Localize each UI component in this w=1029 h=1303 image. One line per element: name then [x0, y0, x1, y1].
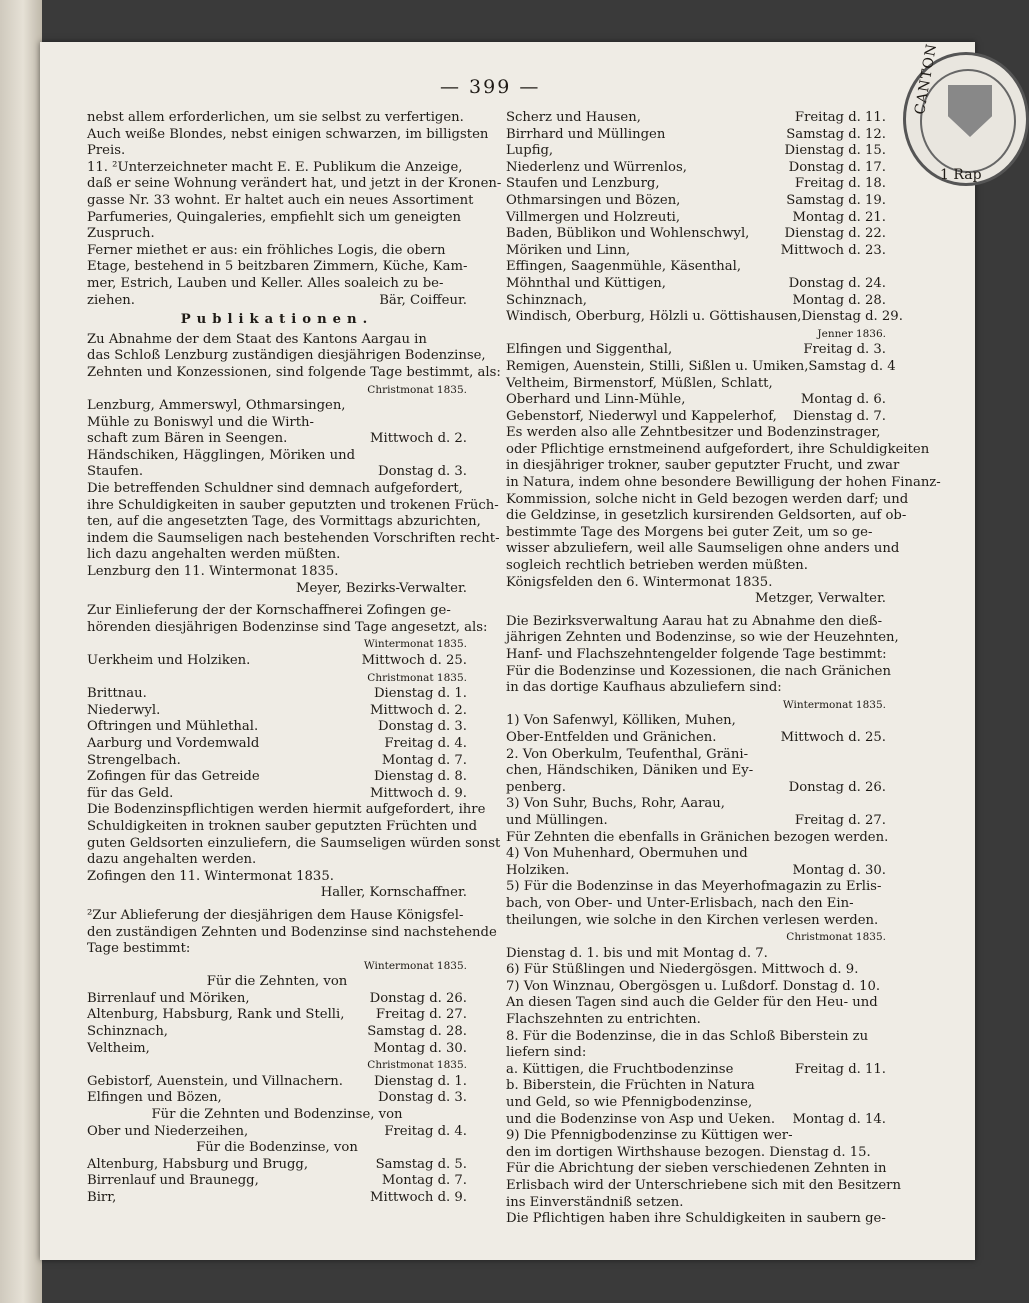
- schedule-date: Mittwoch d. 9.: [369, 785, 467, 801]
- r-text1-line: wisser abzuliefern, weil alle Saumseligen ohne anders und: [506, 541, 900, 557]
- schedule-date: Donstag d. 24.: [788, 275, 886, 291]
- schedule-place: Altenburg, Habsburg und Brugg,: [87, 1156, 309, 1172]
- schedule-row: [506, 193, 886, 210]
- r-text4: [506, 879, 886, 929]
- pub2-intro-line: Zur Einlieferung der der Kornschaffnerei Zofingen ge-: [87, 603, 451, 619]
- schedule-row: [506, 863, 886, 880]
- schedule-place: a. Küttigen, die Fruchtbodenzinse: [506, 1061, 734, 1077]
- pub2-text-line: Schuldigkeiten in troknen sauber geputzten Früchten und: [87, 818, 478, 834]
- schedule-place: Birrhard und Müllingen: [506, 126, 666, 142]
- schedule-place: Gebenstorf, Niederwyl und Kappelerhof,: [506, 408, 777, 424]
- pub1-rows: [87, 398, 467, 481]
- schedule-place: Veltheim,: [87, 1040, 150, 1056]
- schedule-date: Montag d. 30.: [373, 1040, 467, 1056]
- r-text5-line: 8. Für die Bodenzinse, die in das Schloß Biberstein zu: [506, 1028, 869, 1044]
- left-column: [87, 110, 502, 1207]
- schedule-place: Villmergen und Holzreuti,: [506, 209, 681, 225]
- schedule-date: Donstag d. 3.: [378, 1090, 467, 1106]
- schedule-row: [506, 763, 886, 780]
- pub1-intro-line: das Schloß Lenzburg zuständigen diesjährigen Bodenzinse,: [87, 348, 486, 364]
- schedule-row: [506, 392, 886, 409]
- schedule-date: Montag d. 7.: [381, 1173, 467, 1189]
- schedule-row: [506, 293, 886, 310]
- ad-block-line: Ferner miethet er aus: ein fröhliches Logis, die obern: [87, 242, 446, 258]
- schedule-row: [87, 1173, 467, 1190]
- pub3-row3: Ober und Niederzeihen, Freitag d. 4.: [87, 1123, 467, 1139]
- pub3-rows2: [87, 1074, 467, 1107]
- schedule-row: [87, 1157, 467, 1174]
- book-spine: [0, 0, 42, 1303]
- ad-block-line: Etage, bestehend in 5 beitzbaren Zimmern, Küche, Kam-: [87, 259, 468, 275]
- schedule-row: [506, 376, 886, 393]
- schedule-row: [506, 342, 886, 359]
- schedule-date: Samstag d. 12.: [786, 126, 886, 142]
- schedule-place: Windisch, Oberburg, Hölzli u. Göttishausen,: [506, 309, 802, 325]
- schedule-date: Samstag d. 5.: [375, 1156, 467, 1172]
- r-text1-line: Königsfelden den 6. Wintermonat 1835.: [506, 574, 773, 590]
- schedule-row: [87, 736, 467, 753]
- schedule-row: [506, 309, 903, 326]
- pub1-text-line: Lenzburg den 11. Wintermonat 1835.: [87, 564, 339, 580]
- r-text5-line: 7) Von Winznau, Obergösgen u. Lußdorf. Donstag d. 10.: [506, 978, 881, 994]
- ad-block-line: gasse Nr. 33 wohnt. Er haltet auch ein neues Assortiment: [87, 192, 474, 208]
- schedule-row: [506, 730, 886, 747]
- schedule-date: Montag d. 28.: [792, 292, 886, 308]
- r-text2-line: in das dortige Kaufhaus abzuliefern sind:: [506, 680, 782, 696]
- schedule-row: [506, 210, 886, 227]
- postal-stamp: [903, 41, 1029, 186]
- schedule-place: Birrenlauf und Möriken,: [87, 990, 250, 1006]
- right-column: [506, 110, 941, 1228]
- schedule-place: Oberhard und Linn-Mühle,: [506, 392, 686, 408]
- r-text1-line: in Natura, indem ohne besondere Bewilligung der hohen Finanz-: [506, 475, 941, 491]
- pub3-month2: Christmonat 1835.: [367, 1059, 467, 1072]
- schedule-date: Samstag d. 28.: [367, 1024, 467, 1040]
- schedule-place: Zofingen für das Getreide: [87, 769, 260, 785]
- schedule-date: Montag d. 30.: [792, 862, 886, 878]
- r-text1-line: Kommission, solche nicht in Geld bezogen werden darf; und: [506, 491, 909, 507]
- pub3-sub3: Für die Bodenzinse, von: [196, 1140, 358, 1156]
- schedule-place: Oftringen und Mühlethal.: [87, 719, 259, 735]
- schedule-place: Mühle zu Boniswyl und die Wirth-: [87, 414, 314, 430]
- schedule-date: Donstag d. 26.: [788, 779, 886, 795]
- schedule-place: Gebistorf, Auenstein, und Villnachern.: [87, 1073, 343, 1089]
- schedule-row: [87, 786, 467, 803]
- schedule-date: Mittwoch d. 2.: [369, 702, 467, 718]
- pub1-text: [87, 481, 500, 581]
- schedule-row: [506, 747, 886, 764]
- page-number: — 399 —: [440, 76, 541, 98]
- pub3-sub2: Für die Zehnten und Bodenzinse, von: [151, 1107, 403, 1123]
- schedule-place: 4) Von Muhenhard, Obermuhen und: [506, 846, 748, 862]
- schedule-date: Donstag d. 17.: [788, 159, 886, 175]
- schedule-row: [87, 415, 467, 432]
- schedule-date: Montag d. 6.: [800, 392, 886, 408]
- schedule-row: [506, 1078, 886, 1095]
- pub1-text-line: lich dazu angehalten werden müßten.: [87, 547, 341, 563]
- r-month3: Christmonat 1835.: [786, 931, 886, 944]
- pub2-intro-line: hörenden diesjährigen Bodenzinse sind Tage angesetzt, als:: [87, 619, 488, 635]
- schedule-date: Donstag d. 3.: [378, 719, 467, 735]
- schedule-place: und Müllingen.: [506, 812, 608, 828]
- schedule-place: Ober-Entfelden und Gränichen.: [506, 729, 717, 745]
- r-text5-line: Flachszehnten zu entrichten.: [506, 1012, 701, 1028]
- r-text1: [506, 425, 941, 591]
- publications-heading: Publikationen.: [180, 312, 374, 328]
- r-text3: Für Zehnten die ebenfalls in Gränichen bezogen werden.: [506, 829, 889, 845]
- pub3-month1: Wintermonat 1835.: [363, 959, 467, 972]
- r-text1-line: sogleich rechtlich betrieben werden müßten.: [506, 558, 808, 574]
- pub3-rows4: [87, 1157, 467, 1207]
- schedule-row: [87, 719, 467, 736]
- pub1-intro-line: Zehnten und Konzessionen, sind folgende Tage bestimmt, als:: [87, 364, 501, 380]
- schedule-row: [506, 358, 896, 376]
- schedule-row: [506, 780, 886, 797]
- r-list1: [506, 713, 886, 829]
- r-text1-line: oder Pflichtige ernstmeinend aufgefordert, ihre Schuldigkeiten: [506, 441, 930, 457]
- schedule-place: Schinznach,: [87, 1024, 168, 1040]
- schedule-date: Mittwoch d. 25.: [780, 729, 886, 745]
- pub3-intro: [87, 907, 497, 958]
- schedule-row: [87, 1090, 467, 1107]
- schedule-row: [87, 703, 467, 720]
- schedule-date: Montag d. 7.: [381, 752, 467, 768]
- r-rows1: [506, 110, 903, 326]
- pub3-intro-line: Tage bestimmt:: [87, 941, 191, 957]
- schedule-place: und Geld, so wie Pfennigbodenzinse,: [506, 1095, 753, 1111]
- schedule-place: Brittnau.: [87, 686, 147, 702]
- ad-block-line: nebst allem erforderlichen, um sie selbst zu verfertigen.: [87, 110, 464, 125]
- pub2-row1: Uerkheim und Holziken. Mittwoch d. 25.: [87, 653, 467, 668]
- pub2-text: [87, 802, 501, 885]
- schedule-place: Altenburg, Habsburg, Rank und Stelli,: [87, 1007, 345, 1023]
- schedule-row: [87, 464, 467, 481]
- ad-block-line: mer, Estrich, Lauben und Keller. Alles soaleich zu be-: [87, 275, 444, 291]
- schedule-row: [87, 1074, 467, 1091]
- schedule-place: Lenzburg, Ammerswyl, Othmarsingen,: [87, 398, 346, 414]
- schedule-date: Mittwoch d. 2.: [369, 431, 467, 447]
- pub3-rows1: [87, 991, 467, 1057]
- r-text1-line: in diesjähriger trokner, sauber geputzter Frucht, und zwar: [506, 458, 900, 474]
- schedule-row: [87, 1024, 467, 1041]
- pub2-month1: Wintermonat 1835.: [363, 638, 467, 651]
- pub1-signature: Meyer, Bezirks-Verwalter.: [296, 580, 467, 596]
- r-text2-line: Für die Bodenzinse und Kozessionen, die nach Gränichen: [506, 663, 891, 679]
- pub3-intro-line: ²Zur Ablieferung der diesjährigen dem Hause Königsfel-: [87, 907, 464, 923]
- schedule-date: Dienstag d. 29.: [801, 309, 903, 325]
- r-text6-line: 9) Die Pfennigbodenzinse zu Küttigen wer-: [506, 1128, 793, 1144]
- schedule-row: [506, 1062, 886, 1079]
- schedule-place: Staufen und Lenzburg,: [506, 176, 660, 192]
- schedule-row: [87, 991, 467, 1008]
- pub3-sub1: Für die Zehnten, von: [206, 974, 348, 990]
- r-list3: [506, 1062, 886, 1128]
- pub1-intro: [87, 331, 501, 382]
- schedule-place: für das Geld.: [87, 785, 174, 801]
- schedule-row: [506, 259, 886, 276]
- r-month2: Wintermonat 1835.: [782, 698, 886, 711]
- r-text5-line: An diesen Tagen sind auch die Gelder für den Heu- und: [506, 995, 878, 1011]
- pub2-text-line: Zofingen den 11. Wintermonat 1835.: [87, 868, 334, 884]
- schedule-place: Staufen.: [87, 464, 144, 480]
- r-text4-line: theilungen, wie solche in den Kirchen verlesen werden.: [506, 912, 879, 928]
- schedule-row: [506, 796, 886, 813]
- r-text6-line: Erlisbach wird der Unterschriebene sich mit den Besitzern: [506, 1178, 901, 1193]
- schedule-row: [87, 753, 467, 770]
- pub1-month: Christmonat 1835.: [367, 383, 467, 396]
- pub3-intro-line: den zuständigen Zehnten und Bodenzinse sind nachstehende: [87, 924, 497, 940]
- schedule-place: Elfingen und Bözen,: [87, 1090, 222, 1106]
- r-text1-line: Es werden also alle Zehntbesitzer und Bodenzinstrager,: [506, 425, 881, 441]
- r-text5: [506, 946, 886, 1062]
- schedule-place: Niederwyl.: [87, 702, 161, 718]
- schedule-row: [506, 1112, 886, 1129]
- ad-block: [87, 110, 502, 293]
- ad-block-line: Zuspruch.: [87, 226, 155, 242]
- schedule-place: Händschiken, Hägglingen, Möriken und: [87, 447, 356, 463]
- pub1-text-line: ten, auf die angesetzten Tage, des Vormittags abzurichten,: [87, 514, 481, 530]
- r-text4-line: bach, von Ober- und Unter-Erlisbach, nach den Ein-: [506, 895, 854, 911]
- schedule-row: [87, 431, 467, 448]
- schedule-date: Samstag d. 4: [808, 358, 896, 374]
- schedule-place: Scherz und Hausen,: [506, 110, 641, 125]
- r-text1-line: bestimmte Tage des Morgens bei guter Zeit, um so ge-: [506, 524, 873, 540]
- schedule-row: [87, 686, 467, 703]
- schedule-row: [87, 448, 467, 465]
- pub2-text-line: Die Bodenzinspflichtigen werden hiermit aufgefordert, ihre: [87, 802, 486, 818]
- pub2-text-line: dazu angehalten werden.: [87, 852, 257, 868]
- r-text2-line: Die Bezirksverwaltung Aarau hat zu Abnahme den dieß-: [506, 613, 883, 629]
- schedule-date: Donstag d. 3.: [378, 464, 467, 480]
- r-text6: [506, 1128, 901, 1228]
- schedule-row: [87, 398, 467, 415]
- schedule-place: Birr,: [87, 1190, 117, 1205]
- schedule-date: Montag d. 21.: [792, 209, 886, 225]
- schedule-date: Dienstag d. 22.: [784, 226, 886, 242]
- schedule-place: Möhnthal und Küttigen,: [506, 275, 666, 291]
- r-text2: [506, 613, 899, 697]
- schedule-place: Othmarsingen und Bözen,: [506, 192, 681, 208]
- r-text6-line: ins Einverständniß setzen.: [506, 1194, 684, 1210]
- schedule-row: [506, 713, 886, 730]
- schedule-place: penberg.: [506, 779, 566, 795]
- schedule-date: Dienstag d. 15.: [784, 143, 886, 159]
- schedule-place: Möriken und Linn,: [506, 242, 631, 258]
- ad-block-line: Parfumeries, Quingaleries, empfiehlt sich um geneigten: [87, 209, 462, 225]
- pub2-signature: Haller, Kornschaffner.: [320, 885, 467, 901]
- schedule-date: Mittwoch d. 23.: [780, 242, 886, 258]
- schedule-place: Holziken.: [506, 862, 570, 878]
- r-list2: [506, 846, 886, 879]
- schedule-place: Birrenlauf und Braunegg,: [87, 1173, 259, 1189]
- schedule-place: chen, Händschiken, Däniken und Ey-: [506, 763, 754, 779]
- r-text2-line: jährigen Zehnten und Bodenzinse, so wie der Heuzehnten,: [506, 630, 899, 646]
- pub1-text-line: ihre Schuldigkeiten in sauber geputzten und trokenen Früch-: [87, 497, 499, 513]
- schedule-date: Freitag d. 11.: [794, 1061, 886, 1077]
- ad-block-line: 11. ²Unterzeichneter macht E. E. Publikum die Anzeige,: [87, 159, 463, 175]
- schedule-row: [506, 226, 886, 243]
- r-text6-line: Die Pflichtigen haben ihre Schuldigkeiten in saubern ge-: [506, 1211, 886, 1227]
- schedule-place: b. Biberstein, die Früchten in Natura: [506, 1078, 755, 1094]
- r-signature1: Metzger, Verwalter.: [755, 591, 886, 607]
- schedule-place: Remigen, Auenstein, Stilli, Sißlen u. Umiken,: [506, 358, 809, 374]
- schedule-place: Veltheim, Birmenstorf, Müßlen, Schlatt,: [506, 375, 773, 391]
- schedule-row: [506, 846, 886, 863]
- schedule-place: schaft zum Bären in Seengen.: [87, 431, 288, 447]
- schedule-place: Lupfig,: [506, 143, 554, 159]
- schedule-date: Dienstag d. 8.: [373, 769, 467, 785]
- r-text2-line: Hanf- und Flachszehntengelder folgende Tage bestimmt:: [506, 647, 887, 662]
- schedule-row: [506, 176, 886, 193]
- r-text5-line: Dienstag d. 1. bis und mit Montag d. 7.: [506, 945, 768, 961]
- schedule-place: Baden, Büblikon und Wohlenschwyl,: [506, 226, 750, 242]
- r-text6-line: den im dortigen Wirthshause bezogen. Dienstag d. 15.: [506, 1144, 871, 1160]
- schedule-row: [87, 769, 467, 786]
- schedule-date: Freitag d. 18.: [794, 176, 886, 192]
- schedule-date: Dienstag d. 7.: [792, 408, 886, 424]
- pub2-rows: [87, 686, 467, 802]
- schedule-row: [87, 1007, 467, 1024]
- r-rows2: [506, 342, 896, 425]
- schedule-place: Niederlenz und Würrenlos,: [506, 159, 687, 175]
- schedule-place: Strengelbach.: [87, 752, 181, 768]
- pub2-month2: Christmonat 1835.: [367, 671, 467, 684]
- schedule-row: [87, 1041, 467, 1058]
- schedule-date: Dienstag d. 1.: [373, 1073, 467, 1089]
- pub2-intro: [87, 603, 488, 636]
- r-text1-line: die Geldzinse, in gesetzlich kursirenden Geldsorten, auf ob-: [506, 508, 907, 524]
- schedule-row: [506, 143, 886, 160]
- schedule-date: Freitag d. 3.: [803, 342, 886, 358]
- schedule-row: [506, 127, 886, 144]
- schedule-place: Schinznach,: [506, 292, 587, 308]
- schedule-date: Dienstag d. 1.: [373, 686, 467, 702]
- schedule-date: Samstag d. 19.: [786, 192, 886, 208]
- r-text5-line: liefern sind:: [506, 1045, 587, 1061]
- r-month1: Jenner 1836.: [817, 327, 886, 340]
- schedule-date: Freitag d. 11.: [794, 110, 886, 125]
- schedule-place: 1) Von Safenwyl, Kölliken, Muhen,: [506, 713, 736, 729]
- schedule-date: Freitag d. 4.: [384, 735, 467, 751]
- schedule-row: [506, 160, 886, 177]
- schedule-place: Aarburg und Vordemwald: [87, 735, 260, 751]
- ad-block-line: daß er seine Wohnung verändert hat, und jetzt in der Kronen-: [87, 176, 502, 192]
- schedule-row: [87, 1190, 467, 1207]
- schedule-row: [506, 813, 886, 830]
- ad-last-line: ziehen. Bär, Coiffeur.: [87, 292, 467, 308]
- r-text6-line: Für die Abrichtung der sieben verschiedenen Zehnten in: [506, 1161, 887, 1177]
- schedule-row: [506, 110, 886, 127]
- ad-block-line: Preis.: [87, 143, 126, 159]
- schedule-place: 2. Von Oberkulm, Teufenthal, Gräni-: [506, 746, 749, 762]
- r-text5-line: 6) Für Stüßlingen und Niedergösgen. Mittwoch d. 9.: [506, 962, 859, 978]
- schedule-date: Montag d. 14.: [792, 1111, 886, 1127]
- ad-block-line: Auch weiße Blondes, nebst einigen schwarzen, im billigsten: [87, 126, 489, 142]
- stamp-text-value: 1 Rap: [940, 167, 982, 183]
- schedule-date: Freitag d. 27.: [794, 812, 886, 828]
- schedule-row: [506, 409, 886, 426]
- pub1-intro-line: Zu Abnahme der dem Staat des Kantons Aargau in: [87, 331, 427, 347]
- schedule-place: Effingen, Saagenmühle, Käsenthal,: [506, 259, 742, 275]
- stamp-text-canton: CANTON: [912, 41, 941, 116]
- schedule-date: Donstag d. 26.: [369, 990, 467, 1006]
- pub2-text-line: guten Geldsorten einzuliefern, die Saumseligen würden sonst: [87, 835, 501, 851]
- r-text4-line: 5) Für die Bodenzinse in das Meyerhofmagazin zu Erlis-: [506, 879, 882, 895]
- schedule-row: [506, 1095, 886, 1112]
- pub1-text-line: Die betreffenden Schuldner sind demnach aufgefordert,: [87, 481, 463, 497]
- schedule-row: [506, 243, 886, 260]
- schedule-row: [506, 276, 886, 293]
- schedule-place: Elfingen und Siggenthal,: [506, 342, 673, 358]
- schedule-date: Mittwoch d. 9.: [369, 1190, 467, 1205]
- schedule-place: und die Bodenzinse von Asp und Ueken.: [506, 1111, 776, 1127]
- schedule-place: 3) Von Suhr, Buchs, Rohr, Aarau,: [506, 796, 725, 812]
- schedule-date: Freitag d. 27.: [375, 1007, 467, 1023]
- pub1-text-line: indem die Saumseligen nach bestehenden Vorschriften recht-: [87, 530, 500, 546]
